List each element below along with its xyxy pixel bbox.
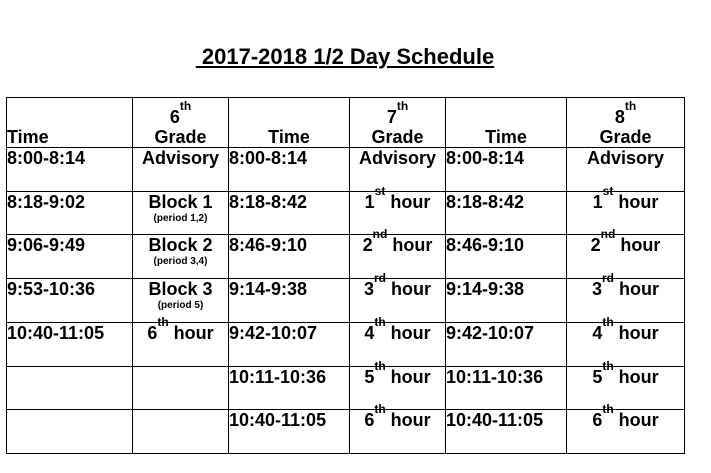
table-row	[7, 410, 685, 454]
activity-text: 1	[592, 192, 603, 212]
activity-label	[133, 148, 228, 168]
grade-6-label: Grade	[154, 127, 207, 147]
grade-6-cell	[133, 410, 229, 454]
activity-text: 6	[592, 410, 603, 430]
header-time-7	[229, 98, 350, 148]
time-cell-6	[7, 235, 133, 279]
time-text: 10:40-11:05	[446, 410, 544, 430]
time-text: 8:46-9:10	[446, 235, 525, 255]
time-cell-8	[446, 148, 567, 192]
time-cell-8	[446, 410, 567, 454]
grade-6-cell	[133, 235, 229, 279]
activity-rest: hour	[387, 235, 433, 255]
grade-8-label: Grade	[599, 127, 652, 147]
activity-rest: hour	[386, 279, 431, 299]
time-cell-8	[446, 279, 567, 323]
ordinal-suffix: th	[157, 315, 169, 329]
time-text: 8:00-8:14	[446, 148, 525, 168]
time-text: 10:11-10:36	[229, 367, 327, 387]
header-time-label: Time	[268, 127, 310, 147]
header-time-8	[446, 98, 567, 148]
grade-7-cell	[350, 148, 446, 192]
ordinal-suffix: th	[602, 402, 614, 416]
time-text: 8:46-9:10	[229, 235, 308, 255]
time-cell-6	[7, 410, 133, 454]
table-row	[7, 148, 685, 192]
time-text: 9:42-10:07	[446, 323, 535, 343]
time-text: 10:40-11:05	[229, 410, 327, 430]
ordinal-suffix: th	[374, 359, 386, 373]
activity-text: 5	[364, 367, 375, 387]
ordinal-suffix: nd	[600, 227, 616, 241]
activity-text: Advisory	[586, 148, 665, 168]
grade-6-cell	[133, 279, 229, 323]
time-text: 9:14-9:38	[446, 279, 525, 299]
time-cell-8	[446, 235, 567, 279]
activity-text: 6	[147, 323, 158, 343]
activity-text: 1	[364, 192, 375, 212]
time-text: 9:06-9:49	[7, 235, 86, 255]
grade-8-suffix: th	[624, 99, 637, 113]
ordinal-suffix: th	[602, 315, 614, 329]
time-text: 8:18-8:42	[446, 192, 525, 212]
page-title: 2017-2018 1/2 Day Schedule	[195, 44, 495, 69]
activity-text: 2	[362, 235, 373, 255]
grade-8-cell	[567, 402, 685, 454]
table-row	[7, 192, 685, 235]
grade-6-number: 6	[169, 107, 180, 127]
time-text: 8:00-8:14	[7, 148, 86, 168]
grade-7-cell	[350, 184, 446, 235]
activity-rest: hour	[614, 279, 659, 299]
activity-rest: hour	[385, 367, 431, 387]
activity-label	[133, 279, 228, 299]
ordinal-suffix: st	[602, 184, 614, 198]
grade-7-cell	[350, 315, 446, 367]
activity-rest: hour	[613, 410, 659, 430]
grade-6-cell	[133, 367, 229, 410]
grade-7-cell	[350, 271, 446, 323]
time-cell-7	[229, 235, 350, 279]
time-text: 9:53-10:36	[7, 279, 96, 299]
time-text: 10:40-11:05	[7, 323, 105, 343]
header-time-6	[7, 98, 133, 148]
time-text: 8:18-8:42	[229, 192, 308, 212]
activity-text: 6	[364, 410, 375, 430]
grade-8-cell	[567, 359, 685, 410]
activity-text: Advisory	[141, 148, 220, 168]
table-row	[7, 279, 685, 323]
time-cell-7	[229, 148, 350, 192]
activity-text: Advisory	[358, 148, 437, 168]
grade-8-cell	[567, 184, 685, 235]
activity-text: 4	[364, 323, 375, 343]
table-row	[7, 235, 685, 279]
time-cell-6	[7, 367, 133, 410]
activity-rest: hour	[613, 367, 659, 387]
grade-7-cell	[350, 359, 446, 410]
time-cell-8	[446, 367, 567, 410]
grade-6-suffix: th	[179, 99, 192, 113]
time-text: 9:14-9:38	[229, 279, 308, 299]
header-row	[7, 98, 685, 148]
table-row	[7, 323, 685, 367]
activity-text: 5	[592, 367, 603, 387]
grade-8-cell	[567, 271, 685, 323]
activity-text: Block 1	[148, 192, 213, 212]
grade-7-number: 7	[386, 107, 397, 127]
table-row	[7, 367, 685, 410]
activity-rest: hour	[168, 323, 214, 343]
grade-8-number: 8	[614, 107, 625, 127]
time-cell-6	[7, 279, 133, 323]
time-cell-8	[446, 192, 567, 235]
grade-7-cell	[350, 227, 446, 279]
activity-rest: hour	[613, 192, 659, 212]
time-cell-6	[7, 192, 133, 235]
grade-6-cell	[133, 315, 229, 367]
period-note: (period 3,4)	[153, 256, 208, 267]
time-cell-6	[7, 323, 133, 367]
activity-label	[133, 235, 228, 255]
time-cell-8	[446, 323, 567, 367]
header-time-label: Time	[7, 127, 49, 147]
activity-label	[133, 192, 228, 212]
activity-text: Block 3	[148, 279, 213, 299]
activity-rest: hour	[385, 410, 431, 430]
activity-rest: hour	[613, 323, 659, 343]
schedule-body	[7, 148, 685, 454]
header-grade-8	[567, 98, 685, 148]
grade-8-cell	[567, 227, 685, 279]
time-text: 8:18-9:02	[7, 192, 86, 212]
header-grade-7	[350, 98, 446, 148]
activity-text: 4	[592, 323, 603, 343]
activity-text: 3	[363, 279, 374, 299]
grade-8-cell	[567, 148, 685, 192]
activity-text: 2	[590, 235, 601, 255]
ordinal-suffix: th	[374, 402, 386, 416]
header-time-label: Time	[485, 127, 527, 147]
activity-text: Block 2	[148, 235, 213, 255]
time-cell-7	[229, 367, 350, 410]
grade-7-suffix: th	[396, 99, 409, 113]
ordinal-suffix: th	[374, 315, 386, 329]
header-grade-6	[133, 98, 229, 148]
grade-8-cell	[567, 315, 685, 367]
time-cell-7	[229, 410, 350, 454]
time-cell-7	[229, 279, 350, 323]
ordinal-suffix: rd	[374, 271, 386, 285]
time-cell-7	[229, 192, 350, 235]
ordinal-suffix: rd	[602, 271, 614, 285]
activity-rest: hour	[385, 192, 431, 212]
ordinal-suffix: nd	[372, 227, 388, 241]
time-text: 10:11-10:36	[446, 367, 544, 387]
grade-6-cell	[133, 192, 229, 235]
ordinal-suffix: st	[374, 184, 386, 198]
activity-label	[133, 315, 228, 343]
period-note: (period 1,2)	[153, 213, 208, 224]
time-text: 8:00-8:14	[229, 148, 308, 168]
grade-7-cell	[350, 402, 446, 454]
schedule-table	[6, 97, 685, 454]
grade-7-label: Grade	[371, 127, 424, 147]
period-note: (period 5)	[157, 300, 204, 311]
time-cell-6	[7, 148, 133, 192]
activity-rest: hour	[615, 235, 661, 255]
activity-text: 3	[591, 279, 602, 299]
time-cell-7	[229, 323, 350, 367]
grade-6-cell	[133, 148, 229, 192]
ordinal-suffix: th	[602, 359, 614, 373]
activity-rest: hour	[385, 323, 431, 343]
time-text: 9:42-10:07	[229, 323, 318, 343]
